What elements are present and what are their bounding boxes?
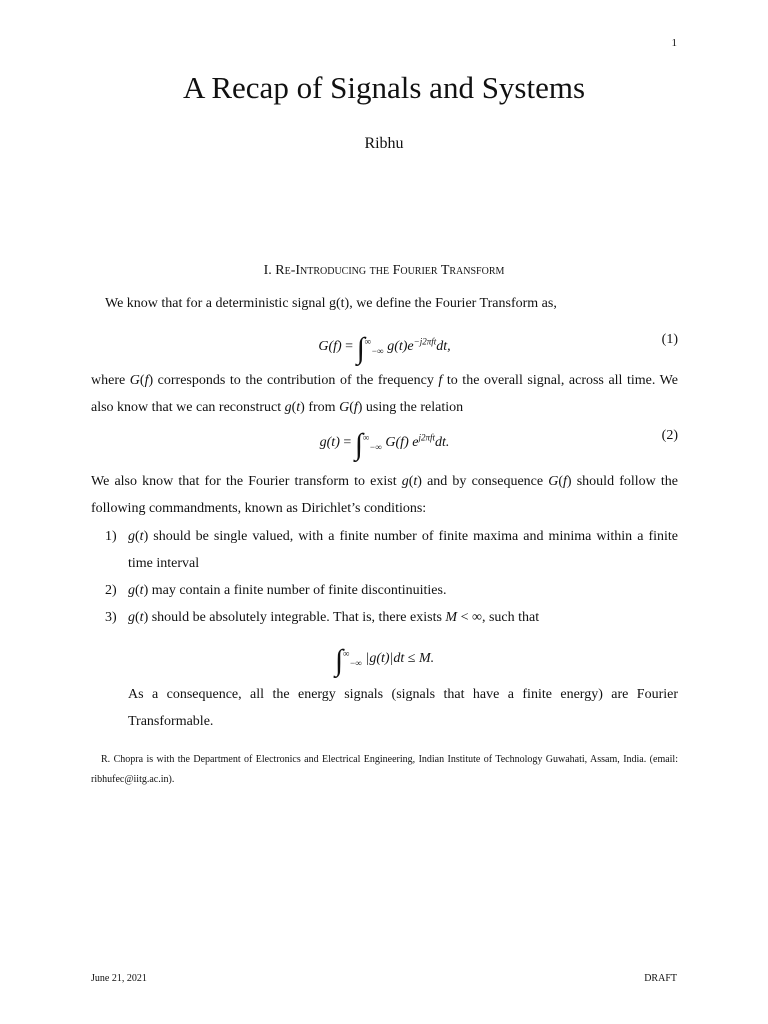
text-span: where: [91, 373, 130, 388]
text-span: and by consequence: [421, 474, 549, 489]
page-number: 1: [671, 37, 677, 49]
author-footnote: [91, 750, 678, 790]
text-span: should follow the following commandments, known as Dirichlet’s conditions:: [91, 474, 678, 516]
text-span: may contain a finite number of finite discontinuities.: [148, 583, 447, 598]
equation-2: [91, 420, 678, 460]
text-span: should be single valued, with a finite number of finite maxima and minima within a finite time interval: [128, 529, 678, 571]
paper-title: A Recap of Signals and Systems: [182, 70, 586, 105]
list-item-text: g(t) should be single valued, with a finite number of finite maxima and minima within a finite time interval: [128, 529, 678, 571]
list-item-label: 1): [105, 529, 117, 544]
section-title: Re-Introducing the Fourier Transform: [275, 263, 505, 278]
text-span: from: [304, 400, 340, 415]
list-item: [91, 523, 678, 577]
footnote-text: R. Chopra is with the Department of Electronics and Electrical Engineering, Indian Institute of Technology Guwahati, Assam, India. (email: ribhufec@iitg.ac.in).: [91, 754, 678, 785]
equation-1: [91, 324, 678, 364]
equation-2-math: $g(t) = \int^\infty_{-\infty}$ G(f) $e^{j2\pi ft}dt$.: [319, 428, 450, 461]
text-span: , such that: [481, 610, 540, 625]
text-span: should be absolutely integrable. That is, there exists: [148, 610, 446, 625]
author-name: Ribhu: [364, 135, 404, 152]
list-item-text: g(t) should be absolutely integrable. That is, there exists M < ∞, such that: [128, 610, 540, 625]
paragraph-reconstruct: where G(f) corresponds to the contribution of the frequency f to the overall signal, across all time. We also know that we can reconstruct g(t) from G(f) using the relation: [91, 373, 678, 415]
text-span: We also know that for the Fourier transform to exist: [91, 474, 402, 489]
footer-date: June 21, 2021: [91, 973, 147, 984]
paragraph-dirichlet: We also know that for the Fourier transform to exist g(t) and by consequence G(f) should follow the following commandments, known as Dirichlet’s conditions:: [91, 474, 678, 516]
paragraph-intro: [91, 290, 678, 317]
list-item-label: 2): [105, 583, 117, 598]
paragraph-consequence: [128, 681, 678, 735]
paragraph-intro-text: We know that for a deterministic signal g(t), we define the Fourier Transform as,: [105, 296, 557, 311]
section-number: I.: [263, 263, 272, 278]
equation-1-math: $G(f) = \int^\infty_{-\infty}$ $g(t)e^{-j2\pi ft}dt$,: [318, 332, 451, 365]
equation-1-label: (1): [661, 332, 678, 347]
list-item-text: g(t) may contain a finite number of finite discontinuities.: [128, 583, 447, 598]
text-span: using the relation: [362, 400, 464, 415]
paragraph-consequence-text: As a consequence, all the energy signals (signals that have a finite energy) are Fourier Transformable.: [128, 687, 678, 729]
list-item: [91, 577, 678, 604]
list-item: [91, 604, 678, 631]
equation-3-math: $\int^\infty_{-\infty}$ |g(t)|dt ≤ M.: [334, 644, 435, 677]
section-heading: [0, 263, 768, 279]
text-span: to the overall signal, across all time. We also know that we can reconstruct: [91, 373, 678, 415]
list-item-label: 3): [105, 610, 117, 625]
equation-2-label: (2): [661, 428, 678, 443]
text-span: corresponds to the contribution of the frequency: [153, 373, 439, 388]
footer-status: DRAFT: [644, 973, 677, 984]
equation-3: [91, 636, 678, 676]
